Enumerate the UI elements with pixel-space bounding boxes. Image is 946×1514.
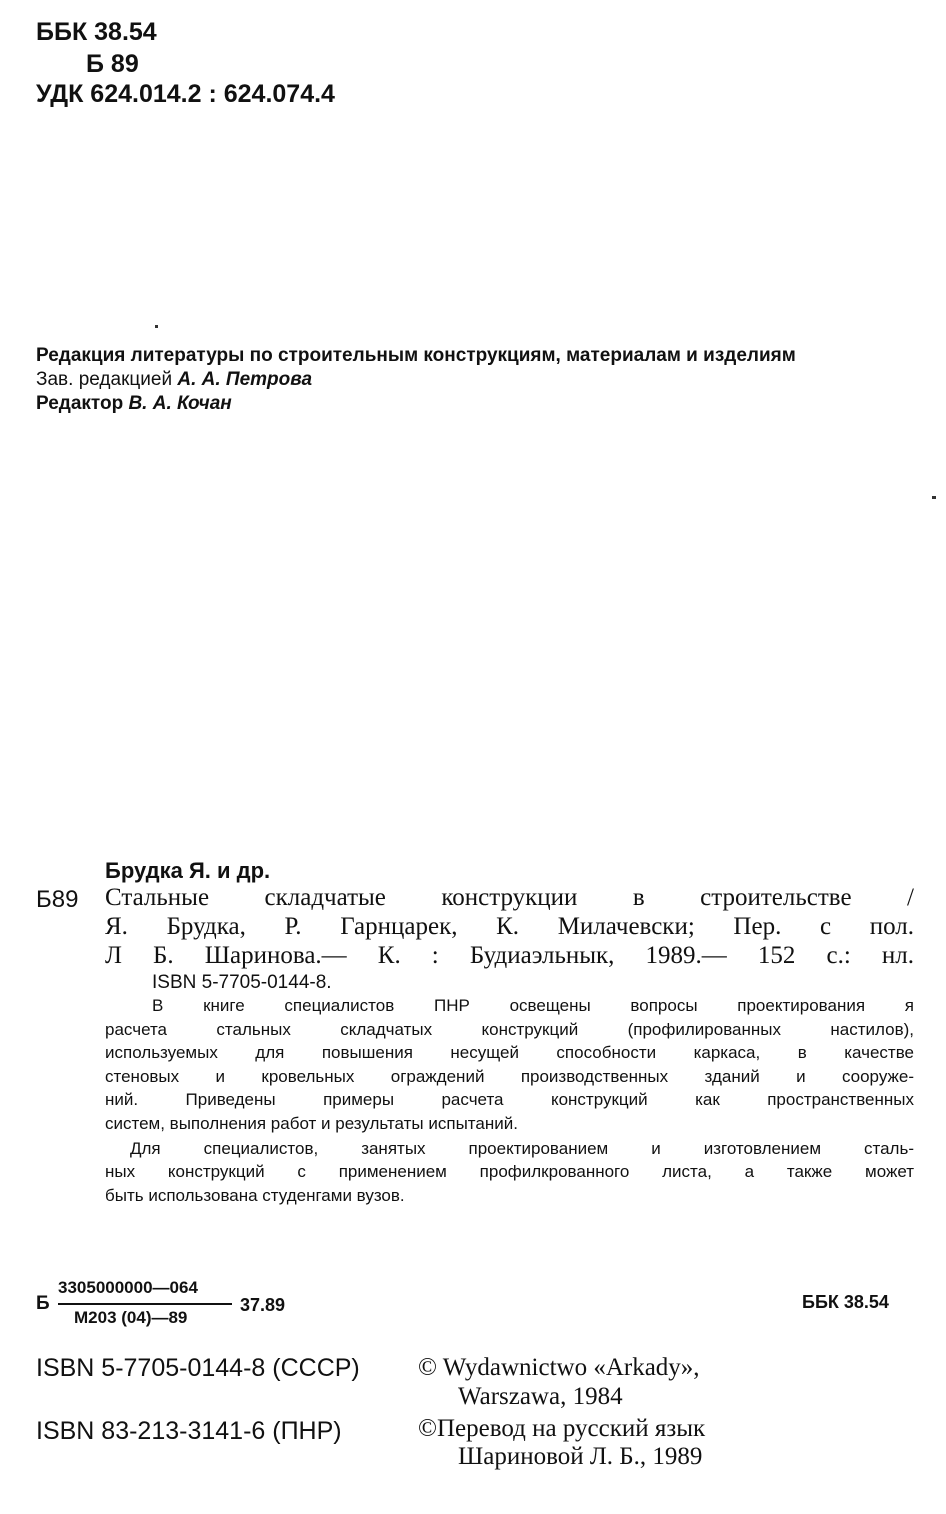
abstract-line: В книге специалистов ПНР освещены вопросы проектирования я [152, 996, 914, 1015]
catalog-title-line: Стальные складчатые конструкции в строительстве / [105, 884, 914, 911]
isbn-ussr: ISBN 5-7705-0144-8 (СССР) [36, 1354, 360, 1382]
udk-index: УДК 624.014.2 : 624.074.4 [36, 80, 335, 108]
editor-name: В. А. Кочан [128, 393, 232, 414]
editor-label: Редактор [36, 393, 129, 414]
fraction-bar [58, 1303, 232, 1305]
scan-speck [155, 325, 158, 328]
scan-speck [932, 496, 936, 499]
abstract-line: ных конструкций с применением профилкрованного листа, а также может [105, 1162, 914, 1181]
fraction-denominator: М203 (04)—89 [74, 1308, 188, 1327]
fraction-prefix: Б [36, 1293, 50, 1314]
catalog-title-line: Л Б. Шаринова.— К. : Будиаэльнык, 1989.— 152 с.: нл. [105, 942, 914, 969]
abstract-line: ний. Приведены примеры расчета конструкций как пространственных [105, 1090, 914, 1109]
editor-in-chief [36, 369, 312, 391]
editor-in-chief-name: А. А. Петрова [177, 369, 313, 390]
abstract-line: быть использована студенгами вузов. [105, 1186, 405, 1205]
copyright-original-place: Warszawa, 1984 [458, 1383, 623, 1410]
abstract-line: расчета стальных складчатых конструкций (профилированных настилов), [105, 1020, 914, 1039]
book-code: Б 89 [86, 50, 139, 78]
catalog-isbn: ISBN 5-7705-0144-8. [152, 972, 332, 993]
isbn-pnr: ISBN 83-213-3141-6 (ПНР) [36, 1417, 342, 1445]
editor [36, 393, 232, 415]
bbk-index-bottom: ББК 38.54 [802, 1292, 889, 1312]
abstract-line: Для специалистов, занятых проектированием и изготовлением сталь- [130, 1139, 914, 1158]
abstract-line: стеновых и кровельных ограждений производственных зданий и сооруже- [105, 1067, 914, 1086]
abstract-line: систем, выполнения работ и результаты испытаний. [105, 1114, 518, 1133]
fraction-numerator: 3305000000—064 [58, 1278, 198, 1297]
fraction-suffix: 37.89 [240, 1295, 286, 1315]
catalog-code: Б89 [36, 886, 79, 913]
abstract-line: используемых для повышения несущей способности каркаса, в качестве [105, 1043, 914, 1062]
editorial-department: Редакция литературы по строительным конструкциям, материалам и изделиям [36, 345, 796, 366]
bbk-index: ББК 38.54 [36, 18, 157, 46]
catalog-author: Брудка Я. и др. [105, 858, 271, 883]
copyright-original: © Wydawnictwo «Arkady», [418, 1354, 700, 1381]
copyright-translator: Шариновой Л. Б., 1989 [458, 1443, 703, 1470]
copyright-translation: ©Перевод на русский язык [418, 1415, 706, 1442]
catalog-title-line: Я. Брудка, Р. Гарнцарек, К. Милачевски; Пер. с пол. [105, 913, 914, 940]
editor-in-chief-label: Зав. редакцией [36, 369, 178, 390]
